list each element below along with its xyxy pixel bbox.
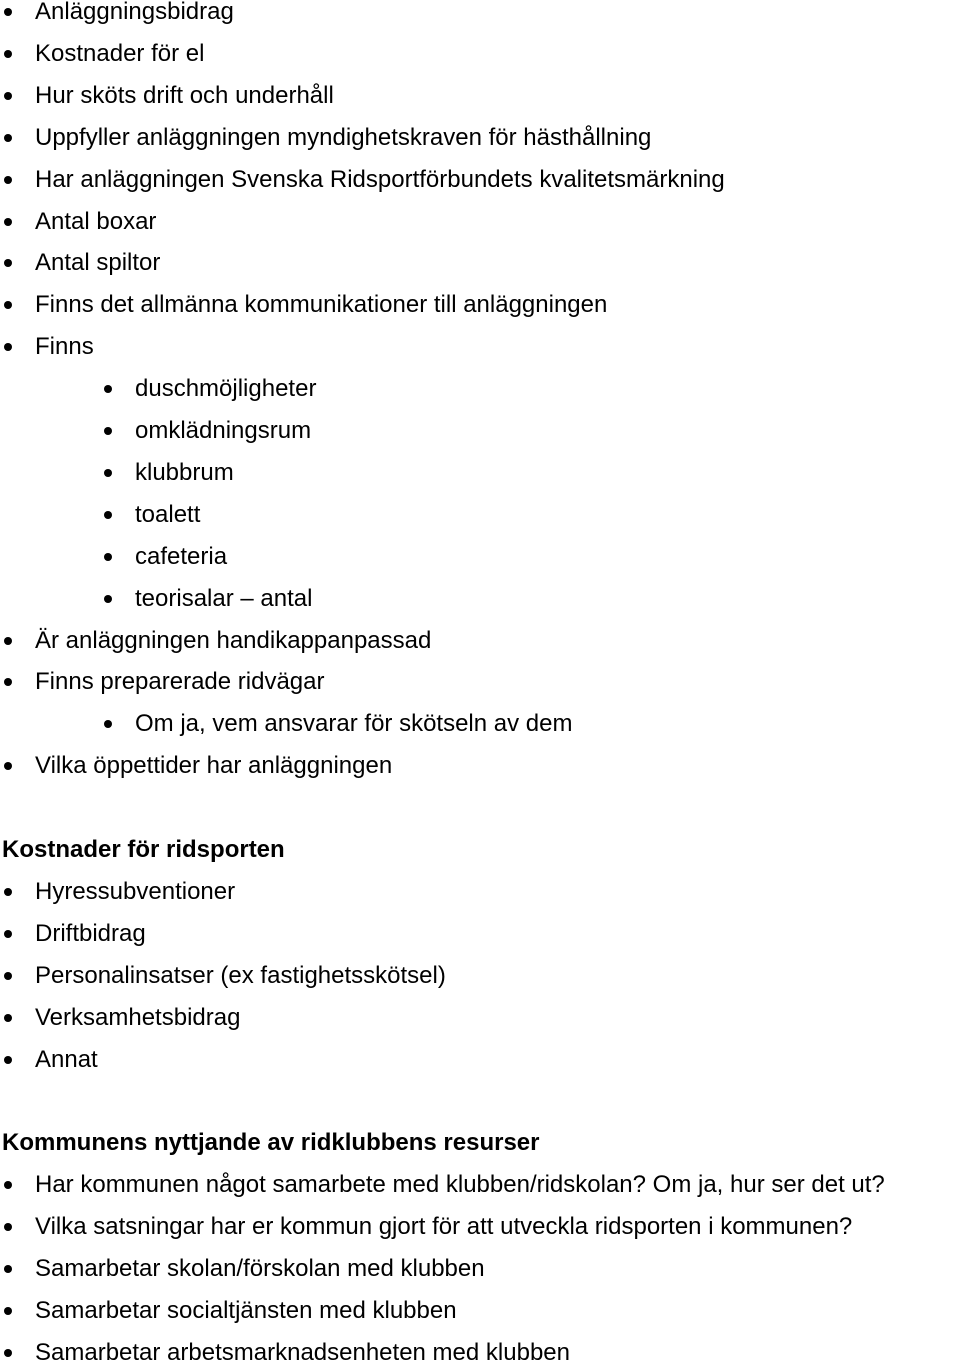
item-text: toalett	[135, 500, 201, 528]
item-text: Har anläggningen Svenska Ridsportförbundets kvalitetsmärkning	[35, 165, 725, 193]
bullet-icon	[4, 762, 12, 770]
bullet-icon	[4, 176, 12, 184]
item-text: Annat	[35, 1045, 98, 1073]
item-text: Finns	[35, 333, 94, 361]
bullet-icon	[4, 678, 12, 686]
item-text: Antal spiltor	[35, 249, 161, 277]
bullet-icon	[4, 1349, 12, 1357]
item-text: Antal boxar	[35, 207, 157, 235]
item-text: Finns det allmänna kommunikationer till anläggningen	[35, 291, 608, 319]
item-text: Verksamhetsbidrag	[35, 1003, 241, 1031]
item-text: teorisalar – antal	[135, 584, 313, 612]
item-text: Är anläggningen handikappanpassad	[35, 626, 432, 654]
item-text: Uppfyller anläggningen myndighetskraven för hästhållning	[35, 123, 652, 151]
bullet-icon	[104, 511, 112, 519]
bullet-icon	[4, 1181, 12, 1189]
bullet-icon	[104, 553, 112, 561]
bullet-icon	[4, 972, 12, 980]
item-text: Personalinsatser (ex fastighetsskötsel)	[35, 961, 446, 989]
item-text: omklädningsrum	[135, 417, 312, 444]
bullet-icon	[4, 92, 12, 100]
bullet-icon	[104, 595, 112, 603]
heading-text: Kostnader för ridsporten	[2, 836, 285, 863]
bullet-icon	[4, 637, 12, 645]
bullet-icon	[4, 930, 12, 938]
bullet-icon	[104, 427, 112, 435]
bullet-icon	[4, 1265, 12, 1273]
bullet-icon	[4, 134, 12, 142]
item-text: Samarbetar arbetsmarknadsenheten med klubben	[35, 1338, 570, 1366]
item-text: Driftbidrag	[35, 919, 146, 947]
bullet-icon	[4, 888, 12, 896]
heading-text: Kommunens nyttjande av ridklubbens resurser	[2, 1129, 540, 1157]
item-text: Kostnader för el	[35, 39, 205, 67]
item-text: Vilka öppettider har anläggningen	[35, 752, 393, 780]
bullet-icon	[4, 259, 12, 267]
item-text: Anläggningsbidrag	[35, 0, 234, 25]
bullet-icon	[4, 1307, 12, 1315]
bullet-icon	[4, 1014, 12, 1022]
item-text: Har kommunen något samarbete med klubben/ridskolan? Om ja, hur ser det ut?	[35, 1171, 885, 1199]
bullet-icon	[104, 469, 112, 477]
bullet-icon	[104, 720, 112, 728]
bullet-icon	[4, 50, 12, 58]
item-text: cafeteria	[135, 542, 228, 570]
bullet-icon	[4, 343, 12, 351]
item-text: Vilka satsningar har er kommun gjort för att utveckla ridsporten i kommunen?	[35, 1213, 853, 1241]
item-text: Finns preparerade ridvägar	[35, 668, 325, 696]
item-text: Hyressubventioner	[35, 877, 236, 905]
item-text: duschmöjligheter	[135, 375, 317, 403]
item-text: Om ja, vem ansvarar för skötseln av dem	[135, 710, 573, 738]
bullet-icon	[104, 385, 112, 393]
item-text: klubbrum	[135, 458, 234, 486]
item-text: Hur sköts drift och underhåll	[35, 81, 334, 109]
bullet-icon	[4, 1223, 12, 1231]
item-text: Samarbetar skolan/förskolan med klubben	[35, 1255, 485, 1282]
bullet-icon	[4, 8, 12, 16]
item-text: Samarbetar socialtjänsten med klubben	[35, 1296, 457, 1324]
bullet-icon	[4, 301, 12, 309]
bullet-icon	[4, 218, 12, 226]
bullet-icon	[4, 1056, 12, 1064]
